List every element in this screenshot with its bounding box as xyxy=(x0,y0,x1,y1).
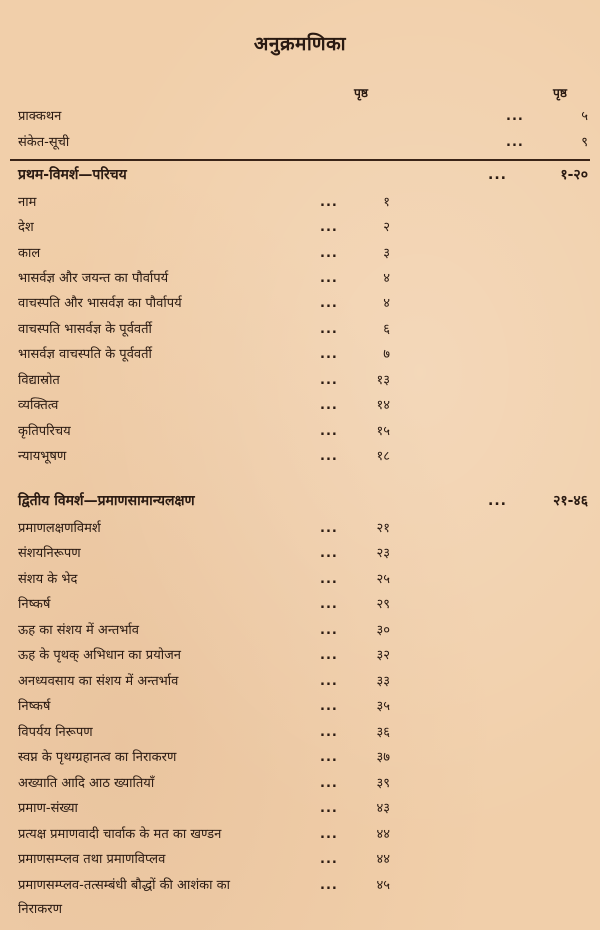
toc-entry-continuation[interactable] xyxy=(18,899,588,921)
entry-page: ४५ xyxy=(376,878,390,893)
leader-dots: ... xyxy=(320,852,338,867)
entry-page: ३० xyxy=(376,623,390,638)
entry-title: ऊह का संशय में अन्तर्भाव xyxy=(18,623,140,638)
entry-page: ३ xyxy=(383,246,390,261)
section-pages: २१-४६ xyxy=(553,493,588,509)
entry-title: नाम xyxy=(18,195,37,210)
entry-title: वाचस्पति भासर्वज्ञ के पूर्ववर्ती xyxy=(18,322,152,337)
toc-entry-front-0[interactable] xyxy=(18,106,588,128)
entry-title: प्रत्यक्ष प्रमाणवादी चार्वाक के मत का खण्डन xyxy=(18,827,222,842)
leader-dots: ... xyxy=(488,167,507,183)
leader-dots: ... xyxy=(320,546,338,561)
entry-page: १८ xyxy=(376,449,390,464)
leader-dots: ... xyxy=(320,246,338,261)
toc-entry[interactable] xyxy=(18,722,588,744)
toc-entry[interactable] xyxy=(18,875,588,897)
toc-entry[interactable] xyxy=(18,747,588,769)
entry-page: ३६ xyxy=(376,725,390,740)
entry-page: ३९ xyxy=(376,776,390,791)
leader-dots: ... xyxy=(320,296,338,311)
leader-dots: ... xyxy=(320,827,338,842)
leader-dots: ... xyxy=(320,623,338,638)
leader-dots: ... xyxy=(506,109,524,124)
entry-title: संकेत-सूची xyxy=(18,135,70,150)
toc-entry[interactable] xyxy=(18,243,588,265)
entry-page: १ xyxy=(383,195,390,210)
leader-dots: ... xyxy=(320,373,338,388)
entry-title: प्राक्कथन xyxy=(18,109,62,124)
entry-title: निराकरण xyxy=(18,902,62,917)
toc-section-1[interactable] xyxy=(18,164,588,186)
entry-page: ४४ xyxy=(376,827,390,842)
leader-dots: ... xyxy=(488,493,507,509)
leader-dots: ... xyxy=(320,674,338,689)
toc-entry[interactable] xyxy=(18,217,588,239)
entry-title: संशय के भेद xyxy=(18,572,78,587)
leader-dots: ... xyxy=(320,648,338,663)
toc-entry[interactable] xyxy=(18,671,588,693)
toc-entry[interactable] xyxy=(18,824,588,846)
toc-entry[interactable] xyxy=(18,421,588,443)
leader-dots: ... xyxy=(320,878,338,893)
entry-page: ३२ xyxy=(376,648,390,663)
page-column-header-main: पृष्ठ xyxy=(553,86,567,100)
leader-dots: ... xyxy=(320,776,338,791)
leader-dots: ... xyxy=(320,597,338,612)
entry-title: अनध्यवसाय का संशय में अन्तर्भाव xyxy=(18,674,179,689)
leader-dots: ... xyxy=(506,135,524,150)
toc-entry[interactable] xyxy=(18,849,588,871)
entry-title: वाचस्पति और भासर्वज्ञ का पौर्वापर्य xyxy=(18,296,182,311)
entry-page: ९ xyxy=(581,135,588,150)
divider-line xyxy=(10,159,590,161)
leader-dots: ... xyxy=(320,521,338,536)
leader-dots: ... xyxy=(320,725,338,740)
toc-section-2[interactable] xyxy=(18,490,588,512)
entry-page: ४४ xyxy=(376,852,390,867)
entry-title: निष्कर्ष xyxy=(18,699,51,714)
section-pages: १-२० xyxy=(560,167,588,183)
entry-page: १५ xyxy=(376,424,390,439)
toc-entry[interactable] xyxy=(18,518,588,540)
toc-entry[interactable] xyxy=(18,370,588,392)
entry-page: २५ xyxy=(376,572,390,587)
entry-page: ४३ xyxy=(376,801,390,816)
page-column-header-sub: पृष्ठ xyxy=(354,86,368,100)
entry-title: देश xyxy=(18,220,34,235)
entry-title: काल xyxy=(18,246,41,261)
leader-dots: ... xyxy=(320,449,338,464)
page-title: अनुक्रमणिका xyxy=(253,33,347,55)
entry-page: ३७ xyxy=(376,750,390,765)
leader-dots: ... xyxy=(320,424,338,439)
leader-dots: ... xyxy=(320,699,338,714)
section-title: द्वितीय विमर्श—प्रमाणसामान्यलक्षण xyxy=(18,493,195,509)
section-title: प्रथम-विमर्श—परिचय xyxy=(18,167,127,183)
entry-page: १३ xyxy=(376,373,390,388)
toc-entry[interactable] xyxy=(18,293,588,315)
entry-title: अख्याति आदि आठ ख्यातियाँ xyxy=(18,776,155,791)
entry-title: व्यक्तित्व xyxy=(18,398,59,413)
leader-dots: ... xyxy=(320,195,338,210)
leader-dots: ... xyxy=(320,347,338,362)
entry-title: न्यायभूषण xyxy=(18,449,67,464)
entry-title: प्रमाण-संख्या xyxy=(18,801,78,816)
toc-entry[interactable] xyxy=(18,594,588,616)
entry-page: ३५ xyxy=(376,699,390,714)
entry-title: स्वप्न के पृथग्ग्रहानत्व का निराकरण xyxy=(18,750,177,765)
toc-entry[interactable] xyxy=(18,543,588,565)
entry-title: प्रमाणसम्प्लव तथा प्रमाणविप्लव xyxy=(18,852,166,867)
entry-title: भासर्वज्ञ वाचस्पति के पूर्ववर्ती xyxy=(18,347,152,362)
entry-page: ३३ xyxy=(376,674,390,689)
entry-page: २१ xyxy=(376,521,390,536)
entry-title: निष्कर्ष xyxy=(18,597,51,612)
entry-title: विद्यास्रोत xyxy=(18,373,60,388)
entry-page: ५ xyxy=(581,109,588,124)
entry-page: २९ xyxy=(376,597,390,612)
toc-entry-front-1[interactable] xyxy=(18,132,588,154)
toc-entry[interactable] xyxy=(18,696,588,718)
toc-entry[interactable] xyxy=(18,645,588,667)
toc-entry[interactable] xyxy=(18,192,588,214)
entry-page: १४ xyxy=(376,398,390,413)
entry-page: ७ xyxy=(383,347,390,362)
entry-page: २ xyxy=(383,220,390,235)
toc-entry[interactable] xyxy=(18,798,588,820)
entry-title: विपर्यय निरूपण xyxy=(18,725,93,740)
toc-entry[interactable] xyxy=(18,620,588,642)
leader-dots: ... xyxy=(320,322,338,337)
toc-entry[interactable] xyxy=(18,395,588,417)
entry-title: भासर्वज्ञ और जयन्त का पौर्वापर्य xyxy=(18,271,169,286)
leader-dots: ... xyxy=(320,750,338,765)
entry-page: ४ xyxy=(383,271,390,286)
leader-dots: ... xyxy=(320,398,338,413)
entry-title: ऊह के पृथक् अभिधान का प्रयोजन xyxy=(18,648,181,663)
entry-page: २३ xyxy=(376,546,390,561)
entry-page: ६ xyxy=(383,322,390,337)
leader-dots: ... xyxy=(320,220,338,235)
entry-title: प्रमाणसम्प्लव-तत्सम्बंधी बौद्धों की आशंका का xyxy=(18,878,231,893)
entry-page: ४ xyxy=(383,296,390,311)
leader-dots: ... xyxy=(320,271,338,286)
entry-title: संशयनिरूपण xyxy=(18,546,81,561)
toc-entry[interactable] xyxy=(18,446,588,468)
entry-title: कृतिपरिचय xyxy=(18,424,71,439)
leader-dots: ... xyxy=(320,801,338,816)
toc-entry[interactable] xyxy=(18,773,588,795)
leader-dots: ... xyxy=(320,572,338,587)
toc-entry[interactable] xyxy=(18,319,588,341)
toc-entry[interactable] xyxy=(18,268,588,290)
toc-entry[interactable] xyxy=(18,344,588,366)
entry-title: प्रमाणलक्षणविमर्श xyxy=(18,521,101,536)
toc-entry[interactable] xyxy=(18,569,588,591)
